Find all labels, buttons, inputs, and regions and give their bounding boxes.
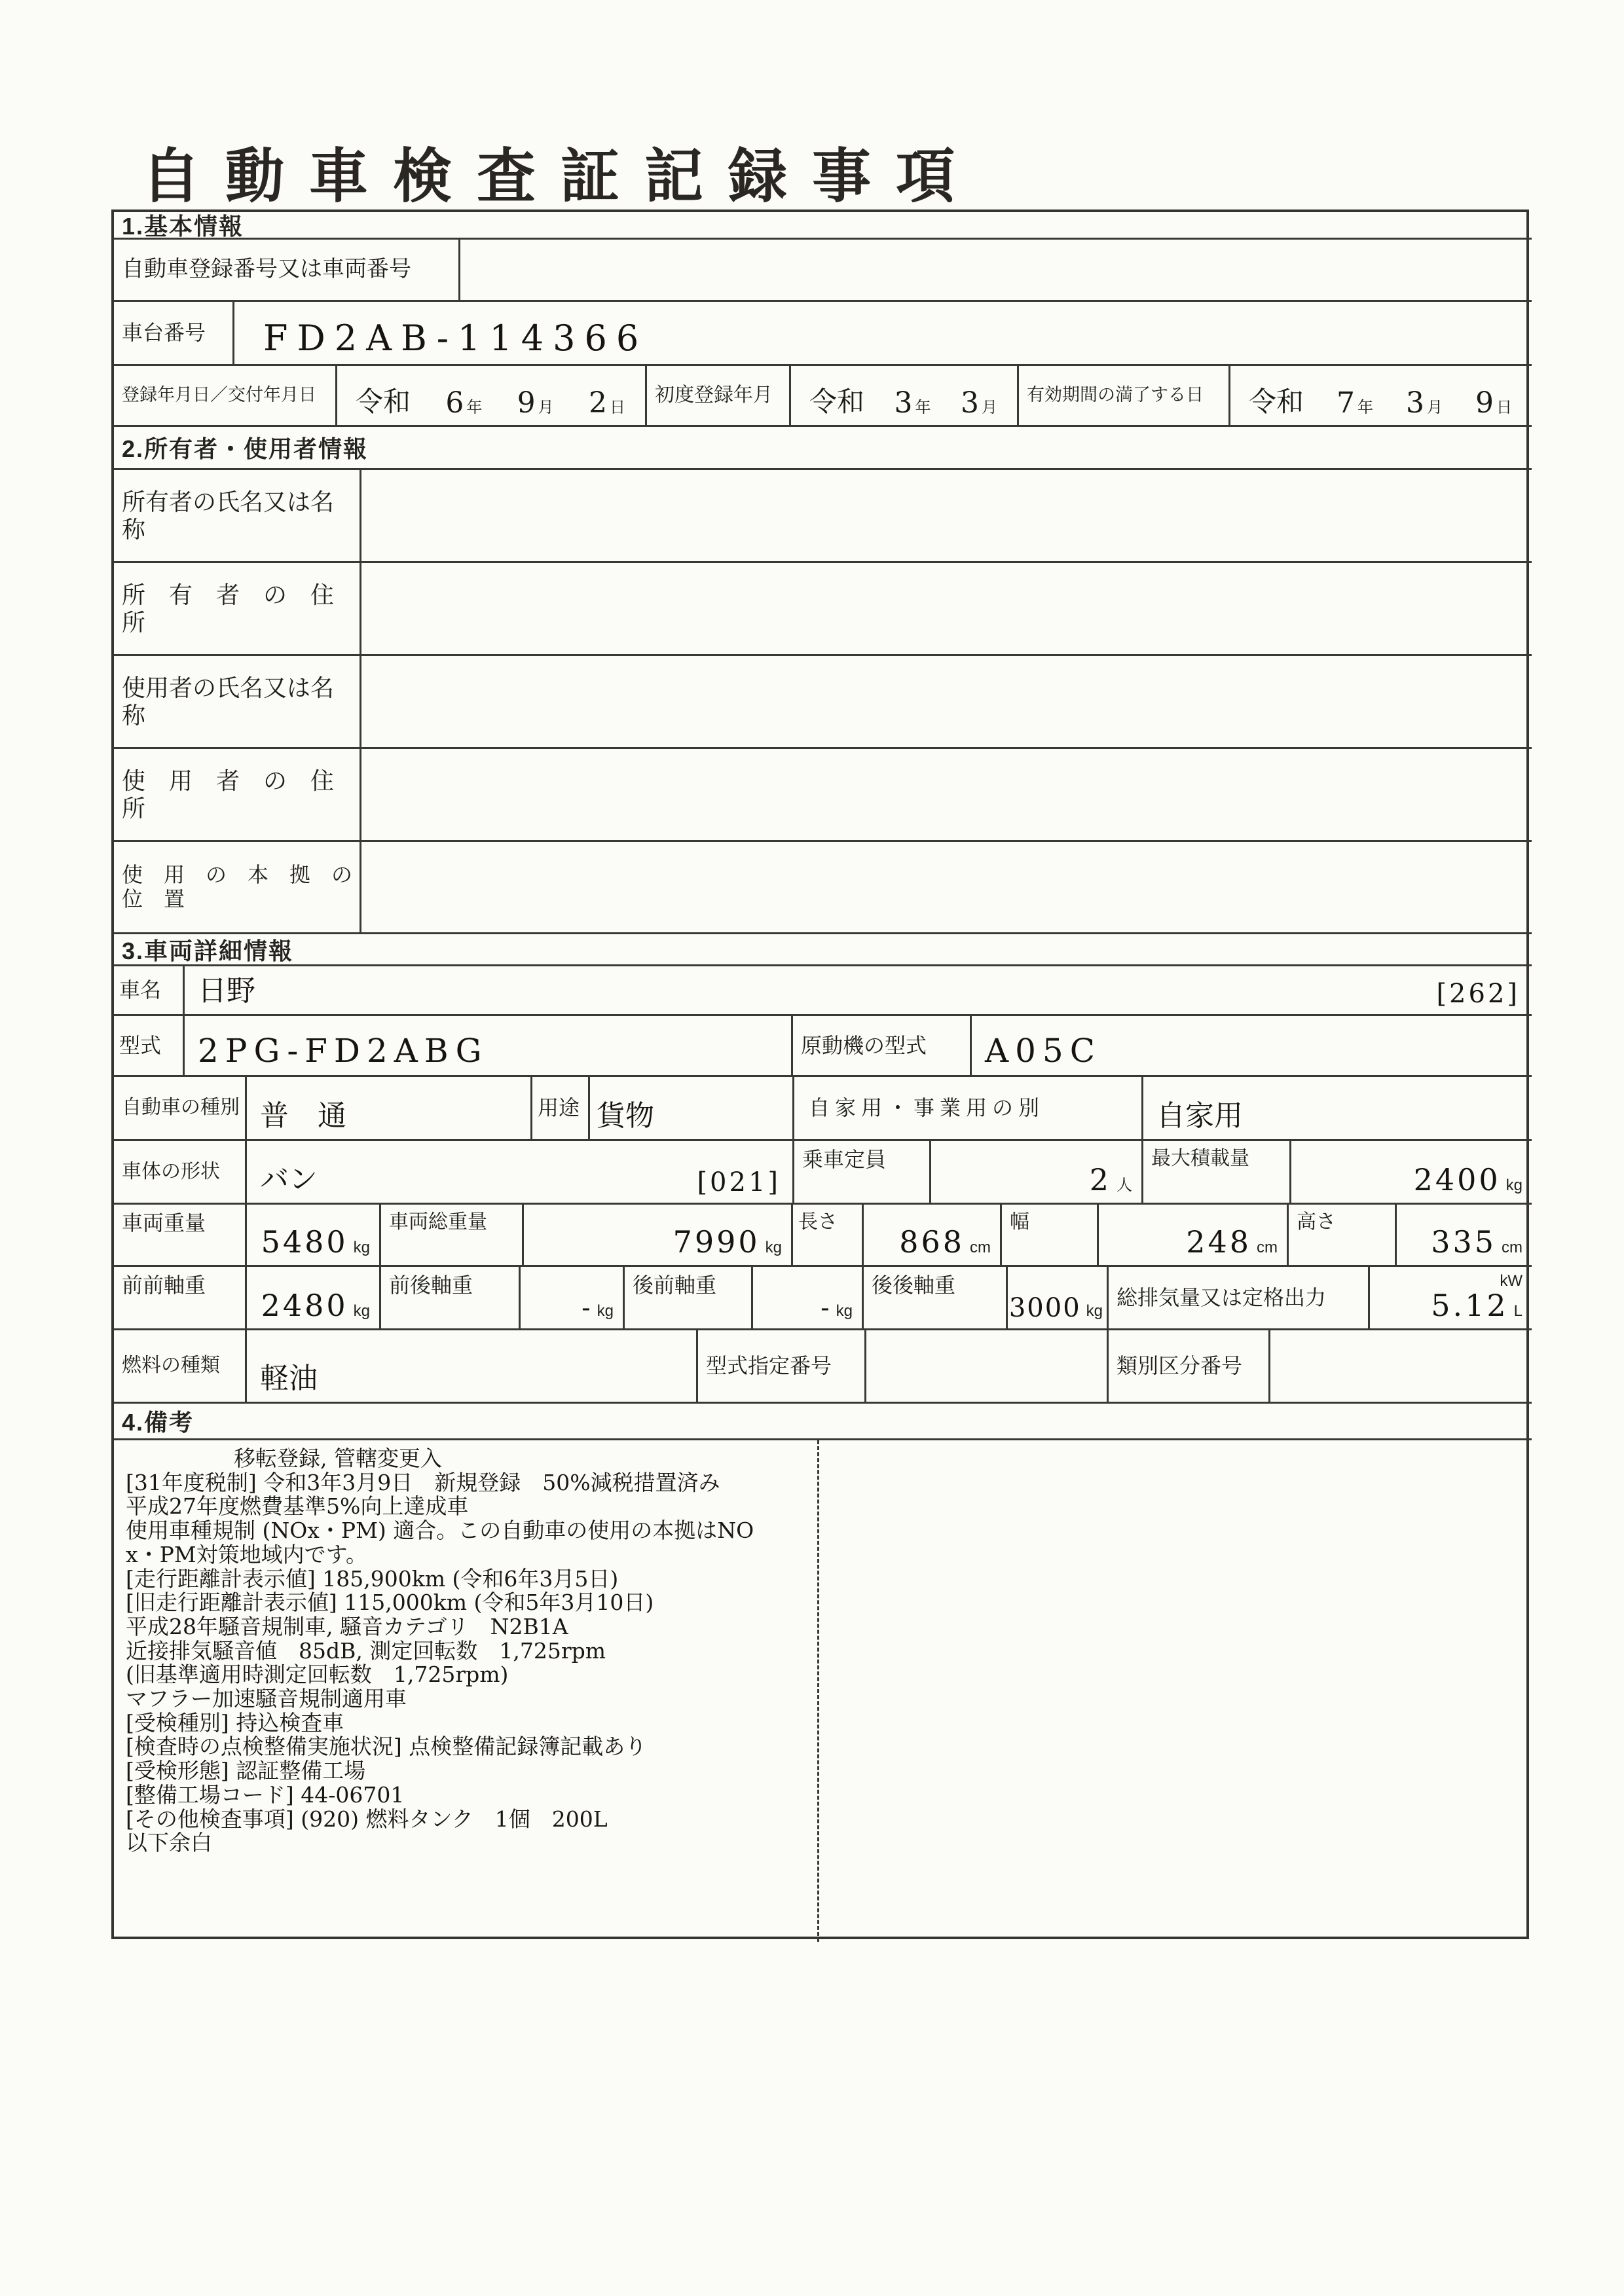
remarks-line: [検査時の点検整備実施状況] 点検整備記録簿記載あり <box>126 1734 647 1760</box>
front-rear-axle-label: 前後軸重 <box>381 1267 521 1330</box>
riding-capacity-label: 乗車定員 <box>794 1141 931 1205</box>
fuel-type-text: 軽油 <box>260 1362 318 1395</box>
remarks-line: [その他検査事項] (920) 燃料タンク 1個 200L <box>126 1806 608 1832</box>
front-rear-axle-unit: kg <box>597 1302 614 1320</box>
expiration-date-month-unit: 月 <box>1426 399 1443 416</box>
gross-vehicle-weight-number: 7990 <box>673 1224 760 1260</box>
remarks-line: 移転登録, 管轄変更入 <box>126 1446 442 1471</box>
displacement-liter-unit: L <box>1513 1302 1522 1320</box>
width-number: 248 <box>1186 1224 1251 1260</box>
front-rear-axle-number: - <box>581 1293 592 1323</box>
registration-number-label: 自動車登録番号又は車両番号 <box>114 240 460 302</box>
engine-model-value <box>972 1016 1532 1077</box>
section2-header: 2.所有者・使用者情報 <box>114 427 1532 470</box>
car-name-code: [262] <box>1436 979 1520 1009</box>
body-shape-value <box>247 1141 794 1205</box>
private-or-business-value <box>1143 1077 1532 1141</box>
engine-model-text: A05C <box>985 1032 1101 1070</box>
length-number: 868 <box>899 1224 965 1260</box>
gross-vehicle-weight-label: 車両総重量 <box>381 1205 524 1267</box>
rear-front-axle-number: - <box>821 1293 831 1323</box>
max-loading-capacity-value <box>1291 1141 1532 1205</box>
type-designation-number-value <box>866 1330 1109 1404</box>
vehicle-weight-label: 車両重量 <box>114 1205 247 1267</box>
registration-date-year-unit: 年 <box>466 399 483 416</box>
front-front-axle-number: 2480 <box>261 1288 348 1323</box>
owner-address-value <box>361 563 1532 656</box>
remarks-text <box>126 1447 809 1855</box>
car-name-value <box>185 966 1532 1016</box>
user-address-label: 使 用 者 の 住 所 <box>114 749 361 842</box>
first-registration-label: 初度登録年月 <box>647 366 791 427</box>
vehicle-type-label: 自動車の種別 <box>114 1077 247 1141</box>
engine-model-label: 原動機の型式 <box>793 1016 972 1077</box>
width-label: 幅 <box>1002 1205 1099 1267</box>
riding-capacity-unit: 人 <box>1116 1176 1132 1194</box>
vehicle-weight-unit: kg <box>353 1239 370 1256</box>
gross-vehicle-weight-unit: kg <box>765 1239 782 1256</box>
body-shape-label: 車体の形状 <box>114 1141 247 1205</box>
user-name-label: 使用者の氏名又は名称 <box>114 656 361 749</box>
use-text: 貨物 <box>597 1099 654 1133</box>
front-front-axle-unit: kg <box>353 1302 370 1320</box>
base-location-label: 使 用 の 本 拠 の 位 置 <box>114 842 361 934</box>
remarks-line: 近接排気騒音値 85dB, 測定回転数 1,725rpm <box>126 1637 606 1664</box>
first-registration-month-unit: 月 <box>981 399 997 416</box>
fuel-type-label: 燃料の種類 <box>114 1330 247 1404</box>
displacement-number: 5.12 <box>1431 1288 1509 1323</box>
max-loading-capacity-label: 最大積載量 <box>1143 1141 1291 1205</box>
length-unit: cm <box>970 1239 991 1256</box>
first-registration-year-unit: 年 <box>915 399 931 416</box>
first-registration-month: 3 <box>960 386 979 420</box>
category-classification-number-value <box>1270 1330 1532 1404</box>
remarks-line: x・PM対策地域内です。 <box>126 1541 367 1567</box>
front-front-axle-label: 前前軸重 <box>114 1267 247 1330</box>
expiration-date-year: 7 <box>1337 386 1355 420</box>
page-title: 自動車検査証記録事項 <box>141 141 980 211</box>
rear-front-axle-value <box>753 1267 864 1330</box>
max-loading-capacity-unit: kg <box>1505 1176 1522 1194</box>
vehicle-type-text: 普 通 <box>260 1099 346 1133</box>
base-location-value <box>361 842 1532 934</box>
registration-number-value <box>460 240 1532 302</box>
width-unit: cm <box>1257 1239 1278 1256</box>
vehicle-weight-value <box>247 1205 381 1267</box>
body-shape-code: [021] <box>697 1167 781 1197</box>
first-registration-era: 令和 <box>809 386 865 418</box>
remarks-line: [走行距離計表示値] 185,900km (令和6年3月5日) <box>126 1565 619 1592</box>
private-or-business-text: 自家用 <box>1156 1099 1243 1133</box>
registration-date-era: 令和 <box>356 386 411 418</box>
document-table <box>111 210 1529 1939</box>
expiration-date-label: 有効期間の満了する日 <box>1019 366 1230 427</box>
rear-rear-axle-label: 後後軸重 <box>864 1267 1008 1330</box>
remarks-line: 使用車種規制 (NOx・PM) 適合。この自動車の使用の本拠はNO <box>126 1518 754 1544</box>
registration-date-day: 2 <box>589 386 607 420</box>
registration-date-month: 9 <box>517 386 536 420</box>
gross-vehicle-weight-value <box>524 1205 793 1267</box>
front-rear-axle-value <box>521 1267 625 1330</box>
remarks-line: (旧基準適用時測定回転数 1,725rpm) <box>126 1662 509 1688</box>
width-value <box>1099 1205 1289 1267</box>
expiration-date-year-unit: 年 <box>1357 399 1373 416</box>
remarks-line: [31年度税制] 令和3年3月9日 新規登録 50%減税措置済み <box>126 1469 720 1495</box>
displacement-label: 総排気量又は定格出力 <box>1109 1267 1370 1330</box>
vehicle-weight-number: 5480 <box>261 1224 348 1260</box>
remarks-line: [受検形態] 認証整備工場 <box>126 1758 366 1784</box>
first-registration-year: 3 <box>894 386 913 420</box>
use-value <box>590 1077 794 1141</box>
expiration-date-month: 3 <box>1405 386 1424 420</box>
category-classification-number-label: 類別区分番号 <box>1109 1330 1270 1404</box>
riding-capacity-value <box>931 1141 1143 1205</box>
length-label: 長さ <box>793 1205 864 1267</box>
displacement-kw-unit: kW <box>1500 1272 1522 1290</box>
vehicle-type-value <box>247 1077 532 1141</box>
section4-header: 4.備考 <box>114 1404 1532 1440</box>
displacement-value <box>1370 1267 1532 1330</box>
height-label: 高さ <box>1289 1205 1397 1267</box>
model-value <box>185 1016 793 1077</box>
user-address-value <box>361 749 1532 842</box>
max-loading-capacity-number: 2400 <box>1413 1162 1501 1197</box>
section1-header: 1.基本情報 <box>114 212 1532 240</box>
rear-front-axle-unit: kg <box>836 1302 853 1320</box>
rear-rear-axle-unit: kg <box>1086 1302 1103 1320</box>
rear-rear-axle-number: 3000 <box>1008 1293 1081 1323</box>
expiration-date-day-unit: 日 <box>1496 399 1512 416</box>
height-unit: cm <box>1502 1239 1522 1256</box>
remarks-line: [受検種別] 持込検査車 <box>126 1709 344 1736</box>
fuel-type-value <box>247 1330 698 1404</box>
remarks-line: マフラー加速騒音規制適用車 <box>126 1686 407 1712</box>
remarks-box <box>114 1440 1532 1942</box>
model-label: 型式 <box>114 1016 185 1077</box>
registration-date-value <box>337 366 647 427</box>
remarks-line: 平成28年騒音規制車, 騒音カテゴリ N2B1A <box>126 1613 568 1639</box>
registration-date-month-unit: 月 <box>538 399 554 416</box>
registration-date-day-unit: 日 <box>610 399 625 416</box>
expiration-date-day: 9 <box>1475 386 1494 420</box>
registration-date-year: 6 <box>445 386 464 420</box>
remarks-line: [旧走行距離計表示値] 115,000km (令和5年3月10日) <box>126 1590 654 1616</box>
owner-name-value <box>361 470 1532 563</box>
expiration-date-value <box>1230 366 1532 427</box>
private-or-business-label: 自家用・事業用の別 <box>794 1077 1143 1141</box>
height-number: 335 <box>1431 1224 1496 1260</box>
rear-rear-axle-value <box>1008 1267 1109 1330</box>
owner-name-label: 所有者の氏名又は名称 <box>114 470 361 563</box>
chassis-number-value <box>234 302 1532 366</box>
chassis-number-text: FD2AB-114366 <box>263 318 648 359</box>
car-name-label: 車名 <box>114 966 185 1016</box>
section3-header: 3.車両詳細情報 <box>114 934 1532 966</box>
chassis-number-label: 車台番号 <box>114 302 234 366</box>
remarks-line: 平成27年度燃費基準5%向上達成車 <box>126 1493 469 1520</box>
rear-front-axle-label: 後前軸重 <box>625 1267 753 1330</box>
owner-address-label: 所 有 者 の 住 所 <box>114 563 361 656</box>
height-value <box>1397 1205 1532 1267</box>
length-value <box>864 1205 1002 1267</box>
type-designation-number-label: 型式指定番号 <box>698 1330 866 1404</box>
first-registration-value <box>791 366 1019 427</box>
front-front-axle-value <box>247 1267 381 1330</box>
use-label: 用途 <box>532 1077 590 1141</box>
expiration-date-era: 令和 <box>1249 386 1304 418</box>
registration-date-label: 登録年月日／交付年月日 <box>114 366 337 427</box>
user-name-value <box>361 656 1532 749</box>
riding-capacity-number: 2 <box>1089 1162 1111 1197</box>
car-name-text: 日野 <box>198 974 255 1008</box>
model-text: 2PG-FD2ABG <box>198 1032 489 1070</box>
remarks-divider-dashed-line <box>817 1440 819 1942</box>
remarks-line: 以下余白 <box>126 1830 212 1856</box>
remarks-line: [整備工場コード] 44-06701 <box>126 1781 405 1808</box>
body-shape-text: バン <box>260 1163 318 1196</box>
